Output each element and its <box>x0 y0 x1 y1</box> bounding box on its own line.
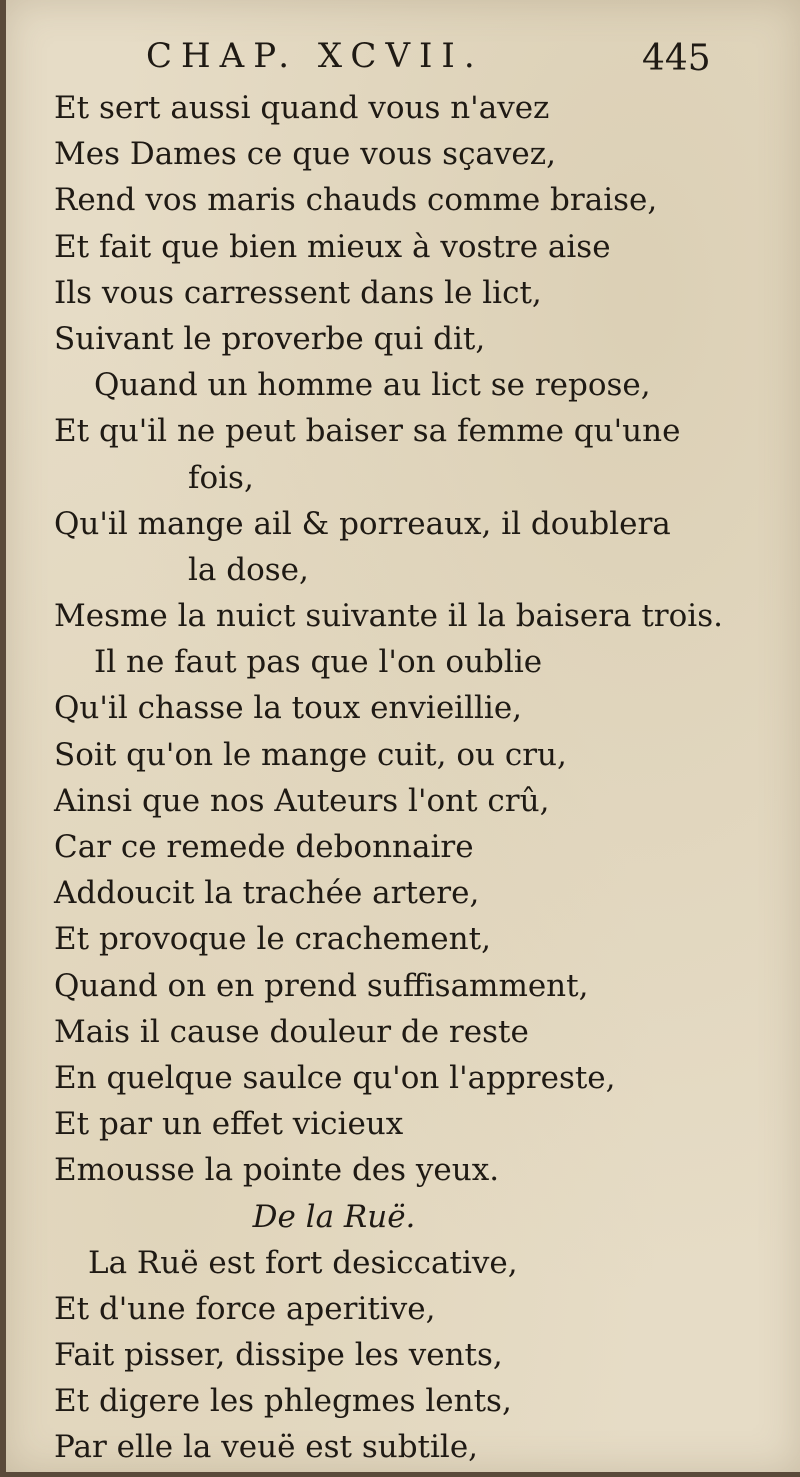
verse-line: Et sert aussi quand vous n'avez <box>54 90 550 126</box>
poem-text <box>54 85 744 1471</box>
verse-line: Par elle la veuë est subtile, <box>54 1429 479 1466</box>
verse-line: Qu'il chasse la toux envieillie, <box>54 690 523 727</box>
page-number: 445 <box>642 38 711 79</box>
verse-line: La Ruë est fort desiccative, <box>88 1244 518 1281</box>
verse-line: Ils vous carressent dans le lict, <box>54 274 542 311</box>
verse-line: Quand on en prend suffisamment, <box>54 967 589 1004</box>
verse-line: Et qu'il ne peut baiser sa femme qu'une <box>54 413 681 450</box>
verse-line: Et d'une force aperitive, <box>54 1290 436 1327</box>
verse-line: Car ce remede debonnaire <box>54 829 474 865</box>
verse-line: Suivant le proverbe qui dit, <box>54 320 486 357</box>
verse-line: Il ne faut pas que l'on oublie <box>94 644 543 681</box>
verse-line: Mes Dames ce que vous sçavez, <box>54 136 556 173</box>
verse-line: Et fait que bien mieux à vostre aise <box>54 228 611 265</box>
verse-line: Et par un effet vicieux <box>54 1106 404 1143</box>
verse-line: Quand un homme au lict se repose, <box>94 367 651 404</box>
verse-line: Emousse la pointe des yeux. <box>54 1152 500 1189</box>
verse-line: Fait pisser, dissipe les vents, <box>54 1337 503 1374</box>
section-heading: De la Ruë. <box>252 1198 416 1235</box>
verse-line: Et provoque le crachement, <box>54 921 491 958</box>
chapter-header: CHAP. XCVII. <box>146 36 484 76</box>
verse-line: En quelque saulce qu'on l'appreste, <box>54 1059 616 1096</box>
verse-line: Addoucit la trachée artere, <box>54 875 480 912</box>
verse-line: Mesme la nuict suivante il la baisera trois. <box>54 598 723 635</box>
verse-line: fois, <box>188 459 254 496</box>
verse-line: Mais il cause douleur de reste <box>54 1013 529 1050</box>
verse-line: la dose, <box>188 551 309 588</box>
book-page <box>6 0 800 1472</box>
verse-line: Et digere les phlegmes lents, <box>54 1383 512 1420</box>
verse-line: Ainsi que nos Auteurs l'ont crû, <box>54 782 550 819</box>
verse-line: Soit qu'on le mange cuit, ou cru, <box>54 736 567 773</box>
verse-line: Qu'il mange ail & porreaux, il doublera <box>54 505 671 542</box>
verse-line: Rend vos maris chauds comme braise, <box>54 182 658 219</box>
